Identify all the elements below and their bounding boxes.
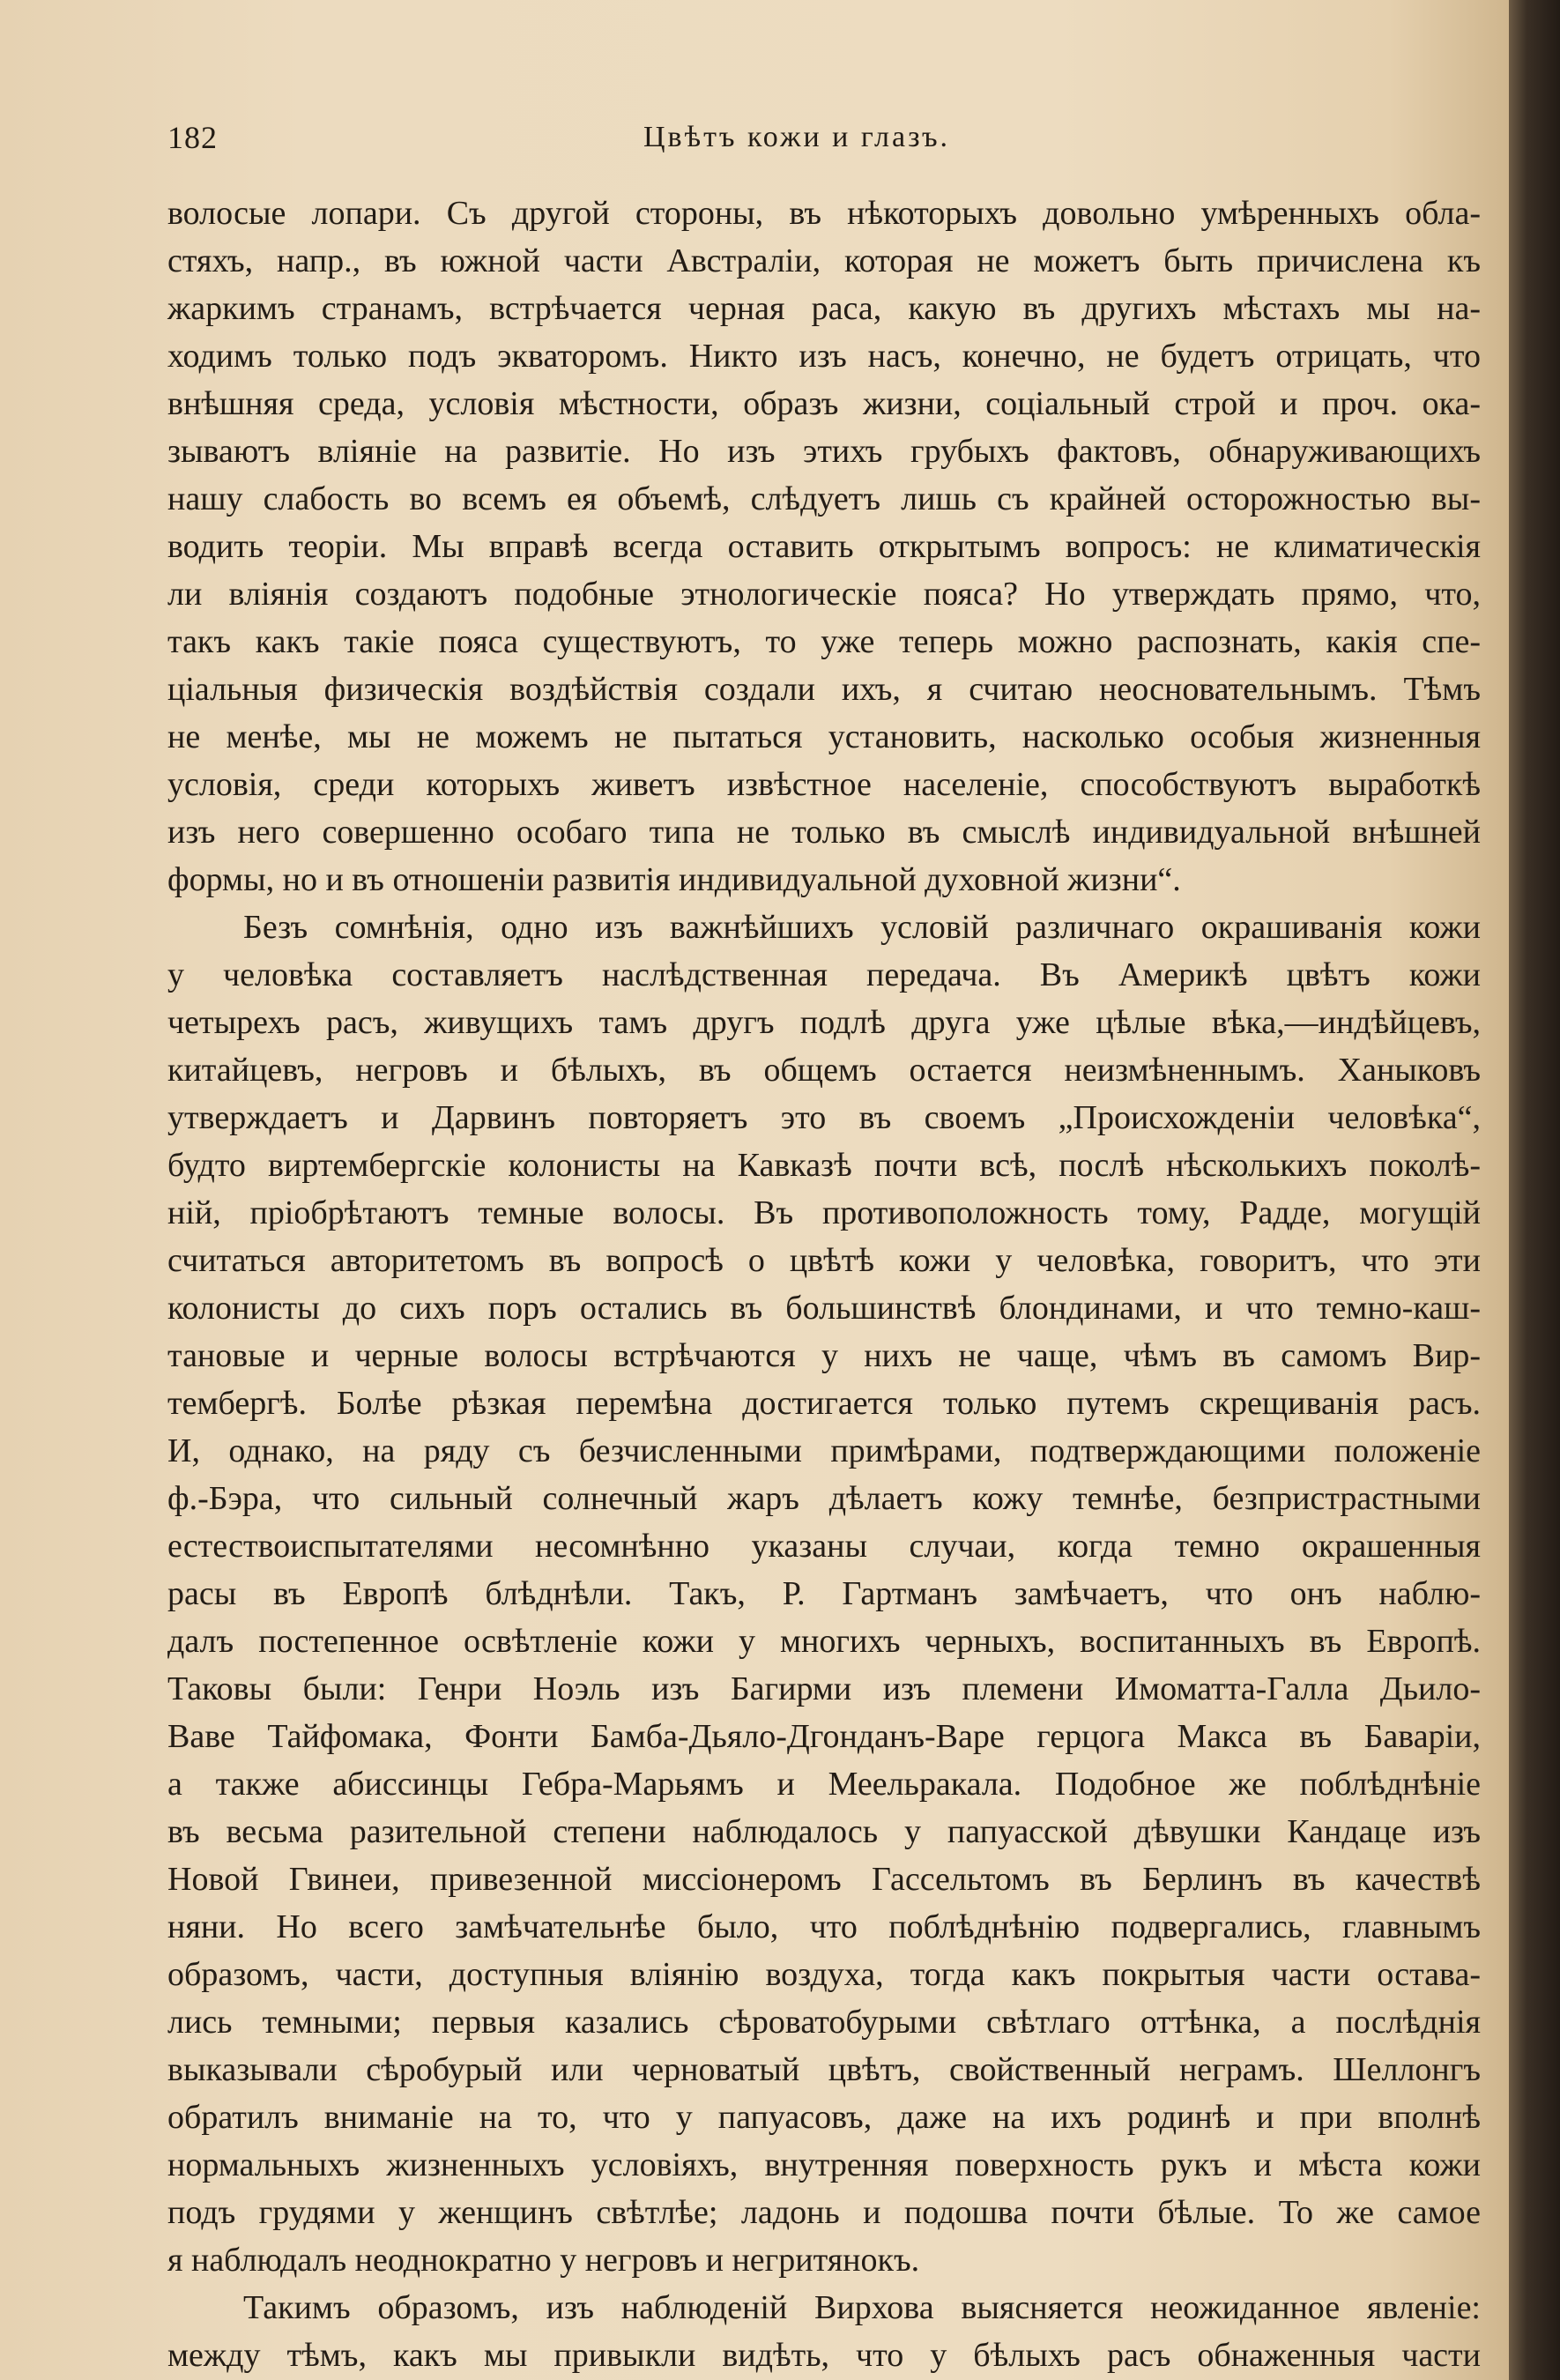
text-line: условія, среди которыхъ живетъ извѣстное населеніе, способствуютъ выработкѣ	[167, 766, 1481, 803]
text-line: естествоиспытателями несомнѣнно указаны случаи, когда темно окрашенныя	[167, 1528, 1481, 1565]
text-line: Безъ сомнѣнія, одно изъ важнѣйшихъ условій различнаго окрашиванія кожи	[243, 909, 1481, 946]
text-line: няни. Но всего замѣчательнѣе было, что поблѣднѣнію подвергались, главнымъ	[167, 1908, 1481, 1945]
text-line: Таковы были: Генри Ноэль изъ Багирми изъ племени Имоматта-Галла Дьило-	[167, 1670, 1481, 1707]
text-line: китайцевъ, негровъ и бѣлыхъ, въ общемъ остается неизмѣненнымъ. Ханыковъ	[167, 1052, 1481, 1089]
text-line: Новой Гвинеи, привезенной миссіонеромъ Гассельтомъ въ Берлинъ въ качествѣ	[167, 1861, 1481, 1898]
text-line: И, однако, на ряду съ безчисленными примѣрами, подтверждающими положеніе	[167, 1432, 1481, 1469]
page-number: 182	[167, 120, 218, 155]
text-line: нормальныхъ жизненныхъ условіяхъ, внутренняя поверхность рукъ и мѣста кожи	[167, 2146, 1481, 2183]
text-line: у человѣка составляетъ наслѣдственная передача. Въ Америкѣ цвѣтъ кожи	[167, 956, 1481, 993]
text-line: изъ него совершенно особаго типа не только въ смыслѣ индивидуальной внѣшней	[167, 814, 1481, 851]
book-spine	[1509, 0, 1560, 2380]
text-line: водить теоріи. Мы вправѣ всегда оставить открытымъ вопросъ: не климатическія	[167, 528, 1481, 565]
text-line: формы, но и въ отношеніи развитія индивидуальной духовной жизни“.	[167, 861, 1181, 898]
text-line: такъ какъ такіе пояса существуютъ, то уже теперь можно распознать, какія спе-	[167, 623, 1481, 660]
text-line: ли вліянія создаютъ подобные этнологическіе пояса? Но утверждать прямо, что,	[167, 576, 1481, 613]
text-line: обратилъ вниманіе на то, что у папуасовъ, даже на ихъ родинѣ и при вполнѣ	[167, 2099, 1481, 2136]
text-line: тембергѣ. Болѣе рѣзкая перемѣна достигается только путемъ скрещиванія расъ.	[167, 1385, 1481, 1422]
text-line: въ весьма разительной степени наблюдалось у папуасской дѣвушки Кандаце изъ	[167, 1813, 1481, 1850]
text-line: четырехъ расъ, живущихъ тамъ другъ подлѣ друга уже цѣлые вѣка,—индѣйцевъ,	[167, 1004, 1481, 1041]
text-line: я наблюдалъ неоднократно у негровъ и негритянокъ.	[167, 2242, 920, 2279]
text-line: расы въ Европѣ блѣднѣли. Такъ, Р. Гартманъ замѣчаетъ, что онъ наблю-	[167, 1575, 1481, 1612]
text-line: Ваве Тайфомака, Фонти Бамба-Дьяло-Дгонданъ-Ваpe герцога Макса въ Баваріи,	[167, 1718, 1481, 1755]
text-line: ціальныя физическія воздѣйствія создали ихъ, я считаю неосновательнымъ. Тѣмъ	[167, 671, 1481, 708]
text-line: Такимъ образомъ, изъ наблюденій Вирхова выясняется неожиданное явленіе:	[243, 2289, 1481, 2326]
text-line: будто виртембергскіе колонисты на Кавказѣ почти всѣ, послѣ нѣсколькихъ поколѣ-	[167, 1147, 1481, 1184]
text-line: стяхъ, напр., въ южной части Австраліи, которая не можетъ быть причислена къ	[167, 242, 1481, 279]
running-title: Цвѣтъ кожи и глазъ.	[643, 121, 951, 153]
text-line: внѣшняя среда, условія мѣстности, образъ жизни, соціальный строй и проч. ока-	[167, 385, 1481, 422]
text-line: ходимъ только подъ экваторомъ. Никто изъ насъ, конечно, не будетъ отрицать, что	[167, 338, 1481, 375]
body-text	[167, 190, 1481, 2379]
text-line: выказывали сѣробурый или черноватый цвѣтъ, свойственный неграмъ. Шеллонгъ	[167, 2051, 1481, 2088]
text-line: зываютъ вліяніе на развитіе. Но изъ этихъ грубыхъ фактовъ, обнаруживающихъ	[167, 433, 1481, 470]
text-line: а также абиссинцы Гебра-Марьямъ и Меельракала. Подобное же поблѣднѣніе	[167, 1766, 1481, 1803]
text-line: не менѣе, мы не можемъ не пытаться установить, насколько особыя жизненныя	[167, 718, 1481, 755]
text-line: жаркимъ странамъ, встрѣчается черная раса, какую въ другихъ мѣстахъ мы на-	[167, 290, 1481, 327]
page-header	[167, 119, 1489, 172]
text-line: между тѣмъ, какъ мы привыкли видѣть, что у бѣлыхъ расъ обнаженныя части	[167, 2337, 1481, 2374]
text-line: утверждаетъ и Дарвинъ повторяетъ это въ своемъ „Происхожденіи человѣка“,	[167, 1099, 1481, 1136]
text-line: считаться авторитетомъ въ вопросѣ о цвѣтѣ кожи у человѣка, говоритъ, что эти	[167, 1242, 1481, 1279]
text-line: колонисты до сихъ поръ остались въ большинствѣ блондинами, и что темно-каш-	[167, 1290, 1481, 1327]
text-line: образомъ, части, доступныя вліянію воздуха, тогда какъ покрытыя части остава-	[167, 1956, 1481, 1993]
text-line: тановые и черные волосы встрѣчаются у нихъ не чаще, чѣмъ въ самомъ Вир-	[167, 1337, 1481, 1374]
text-line: далъ постепенное освѣтленіе кожи у многихъ черныхъ, воспитанныхъ въ Европѣ.	[167, 1623, 1481, 1660]
text-line: лись темными; первыя казались сѣроватобурыми свѣтлаго оттѣнка, а послѣднія	[167, 2004, 1481, 2041]
text-line: подъ грудями у женщинъ свѣтлѣе; ладонь и подошва почти бѣлые. То же самое	[167, 2194, 1481, 2231]
text-line: ф.-Бэра, что сильный солнечный жаръ дѣлаетъ кожу темнѣе, безпристрастными	[167, 1480, 1481, 1517]
text-line: нашу слабость во всемъ ея объемѣ, слѣдуетъ лишь съ крайней осторожностью вы-	[167, 480, 1481, 517]
text-line: ній, пріобрѣтаютъ темные волосы. Въ противоположность тому, Радде, могущій	[167, 1194, 1481, 1231]
text-line: волосые лопари. Съ другой стороны, въ нѣкоторыхъ довольно умѣренныхъ обла-	[167, 195, 1481, 232]
